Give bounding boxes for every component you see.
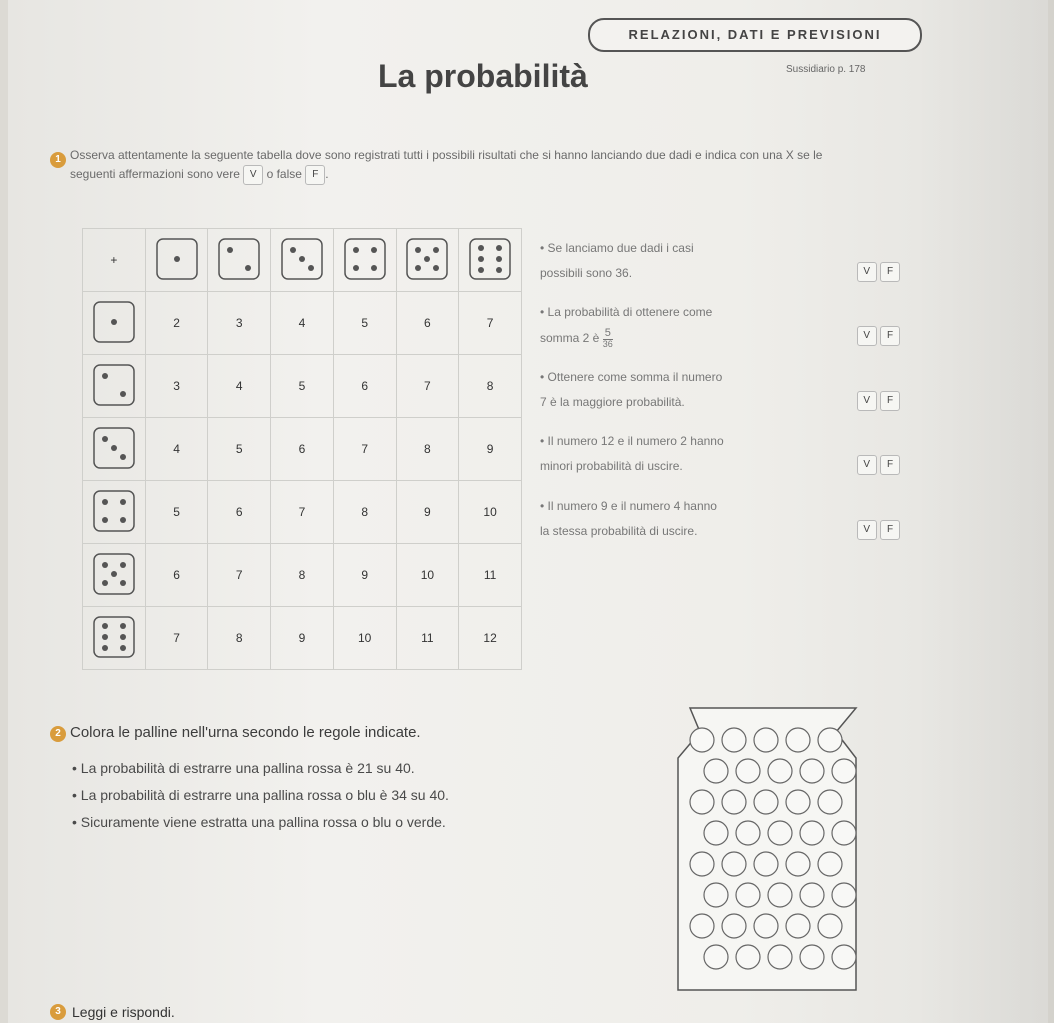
urn-ball[interactable]	[786, 790, 810, 814]
urn-ball[interactable]	[768, 821, 792, 845]
table-cell: 5	[145, 481, 208, 544]
urn-ball[interactable]	[818, 852, 842, 876]
table-cell: 3	[208, 292, 271, 355]
true-checkbox[interactable]: V	[857, 326, 877, 346]
exercise1-instruction-mid: o false	[266, 167, 302, 182]
table-cell: 12	[459, 607, 522, 670]
section-badge: RELAZIONI, DATI E PREVISIONI	[588, 18, 922, 52]
claim-item: • Il numero 9 e il numero 4 hanno la stessa probabilità di uscire. V F	[540, 494, 900, 544]
urn-ball[interactable]	[690, 852, 714, 876]
table-cell: 5	[333, 292, 396, 355]
claim-answer-boxes	[857, 259, 900, 284]
urn-ball[interactable]	[736, 883, 760, 907]
die-face-header-6	[459, 229, 522, 292]
true-checkbox[interactable]: V	[857, 391, 877, 411]
die-face-header-5	[396, 229, 459, 292]
urn-ball[interactable]	[800, 821, 824, 845]
claim-answer-boxes	[857, 452, 900, 477]
die-face-header-1	[145, 229, 208, 292]
fraction-denominator: 36	[602, 338, 613, 349]
die-face-6-icon	[90, 613, 138, 661]
urn-ball[interactable]	[818, 914, 842, 938]
table-row	[83, 607, 522, 670]
exercise-number-icon: 2	[50, 726, 66, 742]
exercise2-instruction: Colora le palline nell'urna secondo le regole indicate.	[70, 724, 421, 741]
urn-ball[interactable]	[832, 759, 856, 783]
die-face-2-icon	[215, 235, 263, 283]
urn-ball[interactable]	[832, 945, 856, 969]
table-cell: 10	[396, 544, 459, 607]
die-face-header-2	[208, 229, 271, 292]
claim-line2: somma 2 è	[540, 330, 600, 345]
table-cell: 4	[208, 355, 271, 418]
table-cell: 9	[333, 544, 396, 607]
table-cell: 9	[459, 418, 522, 481]
urn-ball[interactable]	[768, 883, 792, 907]
urn-ball[interactable]	[754, 852, 778, 876]
die-face-1-icon	[153, 235, 201, 283]
die-face-4-icon	[341, 235, 389, 283]
claim-line1: Il numero 12 e il numero 2 hanno	[547, 434, 724, 449]
table-row	[83, 481, 522, 544]
urn-ball[interactable]	[754, 790, 778, 814]
rule-text: Sicuramente viene estratta una pallina rossa o blu o verde.	[80, 814, 446, 830]
table-row	[83, 292, 522, 355]
true-box-sample: V	[243, 165, 263, 185]
urn	[660, 700, 870, 1005]
claim-answer-boxes	[857, 388, 900, 413]
urn-ball[interactable]	[800, 945, 824, 969]
rule-text: La probabilità di estrarre una pallina rossa è 21 su 40.	[80, 760, 415, 776]
table-cell: 7	[145, 607, 208, 670]
claim-line1: Se lanciamo due dadi i casi	[547, 241, 694, 255]
claim-line1: Il numero 9 e il numero 4 hanno	[547, 498, 717, 513]
table-cell: 4	[271, 292, 334, 355]
table-cell: 9	[271, 607, 334, 670]
urn-ball[interactable]	[736, 945, 760, 969]
false-checkbox[interactable]: F	[880, 391, 900, 411]
true-checkbox[interactable]: V	[857, 455, 877, 475]
urn-ball[interactable]	[832, 883, 856, 907]
table-cell: 8	[208, 607, 271, 670]
table-cell: 8	[459, 355, 522, 418]
claim-line1: Ottenere come somma il numero	[547, 369, 723, 384]
exercise1-instruction: Osserva attentamente la seguente tabella dove sono registrati tutti i possibili risultati che si hanno lanciando due dadi e indica con una X se le seguenti affermazioni sono vere V o false F .	[70, 146, 830, 185]
urn-ball[interactable]	[690, 914, 714, 938]
urn-ball[interactable]	[722, 852, 746, 876]
die-face-1-icon	[90, 298, 138, 346]
die-face-3-icon	[278, 235, 326, 283]
exercise3-instruction: Leggi e rispondi.	[72, 1004, 175, 1020]
urn-ball[interactable]	[722, 790, 746, 814]
table-corner-cell: +	[83, 229, 146, 292]
urn-ball[interactable]	[722, 728, 746, 752]
table-cell: 8	[396, 418, 459, 481]
rule-item: • Sicuramente viene estratta una pallina rossa o blu o verde.	[72, 814, 446, 830]
die-face-row-5	[83, 544, 146, 607]
die-face-row-3	[83, 418, 146, 481]
die-face-5-icon	[403, 235, 451, 283]
table-cell: 3	[145, 355, 208, 418]
urn-ball[interactable]	[800, 759, 824, 783]
claim-line2: possibili sono 36.	[540, 266, 633, 281]
die-face-row-1	[83, 292, 146, 355]
urn-ball[interactable]	[754, 914, 778, 938]
die-face-row-6	[83, 607, 146, 670]
table-cell: 6	[271, 418, 334, 481]
urn-ball[interactable]	[736, 759, 760, 783]
page-title: La probabilità	[378, 58, 588, 94]
table-row	[83, 418, 522, 481]
table-cell: 6	[396, 292, 459, 355]
table-cell: 6	[208, 481, 271, 544]
false-checkbox[interactable]: F	[880, 455, 900, 475]
urn-ball[interactable]	[704, 883, 728, 907]
false-checkbox[interactable]: F	[880, 262, 900, 282]
table-cell: 11	[459, 544, 522, 607]
true-false-claims	[540, 236, 900, 558]
table-cell: 7	[396, 355, 459, 418]
urn-ball[interactable]	[786, 728, 810, 752]
false-checkbox[interactable]: F	[880, 520, 900, 540]
table-cell: 10	[333, 607, 396, 670]
rule-item: • La probabilità di estrarre una pallina rossa o blu è 34 su 40.	[72, 787, 449, 803]
fraction	[603, 327, 613, 350]
table-cell: 10	[459, 481, 522, 544]
urn-ball[interactable]	[722, 914, 746, 938]
urn-ball[interactable]	[704, 821, 728, 845]
urn-ball[interactable]	[690, 790, 714, 814]
claim-item: • La probabilità di ottenere come somma 2 è $\frac{5}{36}$ V F	[540, 300, 900, 350]
die-face-5-icon	[90, 550, 138, 598]
table-cell: 8	[271, 544, 334, 607]
table-cell: 5	[208, 418, 271, 481]
table-row	[83, 355, 522, 418]
claim-line2: minori probabilità di uscire.	[540, 459, 683, 474]
die-face-3-icon	[90, 424, 138, 472]
urn-ball[interactable]	[818, 728, 842, 752]
false-checkbox[interactable]: F	[880, 326, 900, 346]
table-cell: 7	[459, 292, 522, 355]
table-cell: 2	[145, 292, 208, 355]
claim-line2: la stessa probabilità di uscire.	[540, 523, 698, 538]
die-face-row-2	[83, 355, 146, 418]
table-header-row	[83, 229, 522, 292]
urn-ball[interactable]	[818, 790, 842, 814]
urn-ball[interactable]	[704, 759, 728, 783]
table-cell: 4	[145, 418, 208, 481]
die-face-2-icon	[90, 361, 138, 409]
table-cell: 11	[396, 607, 459, 670]
urn-ball[interactable]	[768, 759, 792, 783]
table-row	[83, 544, 522, 607]
table-cell: 7	[271, 481, 334, 544]
true-checkbox[interactable]: V	[857, 520, 877, 540]
claim-answer-boxes	[857, 517, 900, 542]
urn-ball[interactable]	[690, 728, 714, 752]
table-cell: 6	[145, 544, 208, 607]
die-face-6-icon	[466, 235, 514, 283]
fraction-numerator: 5	[604, 326, 611, 339]
rule-item: • La probabilità di estrarre una pallina rossa è 21 su 40.	[72, 760, 415, 776]
claim-item: • Ottenere come somma il numero 7 è la maggiore probabilità. V F	[540, 365, 900, 415]
urn-ball[interactable]	[754, 728, 778, 752]
urn-ball[interactable]	[800, 883, 824, 907]
dice-sum-table	[82, 228, 522, 670]
table-cell: 7	[333, 418, 396, 481]
urn-drawing	[660, 700, 870, 1000]
true-checkbox[interactable]: V	[857, 262, 877, 282]
claim-answer-boxes	[857, 324, 900, 349]
claim-item: • Se lanciamo due dadi i casi possibili sono 36. V F	[540, 236, 900, 286]
die-face-header-4	[333, 229, 396, 292]
die-face-4-icon	[90, 487, 138, 535]
table-cell: 6	[333, 355, 396, 418]
false-box-sample: F	[305, 165, 325, 185]
color-rules	[72, 760, 642, 841]
urn-ball[interactable]	[704, 945, 728, 969]
urn-ball[interactable]	[786, 914, 810, 938]
page-reference: Sussidiario p. 178	[786, 64, 866, 75]
urn-ball[interactable]	[736, 821, 760, 845]
table-cell: 9	[396, 481, 459, 544]
table-cell: 5	[271, 355, 334, 418]
die-face-header-3	[271, 229, 334, 292]
urn-ball[interactable]	[768, 945, 792, 969]
rule-text: La probabilità di estrarre una pallina rossa o blu è 34 su 40.	[80, 787, 449, 803]
table-cell: 8	[333, 481, 396, 544]
claim-line1: La probabilità di ottenere come	[547, 305, 713, 320]
claim-line2: 7 è la maggiore probabilità.	[540, 394, 685, 409]
urn-ball[interactable]	[786, 852, 810, 876]
claim-item: • Il numero 12 e il numero 2 hanno minori probabilità di uscire. V F	[540, 429, 900, 479]
exercise-number-icon: 1	[50, 152, 66, 168]
urn-ball[interactable]	[832, 821, 856, 845]
table-cell: 7	[208, 544, 271, 607]
exercise-number-icon: 3	[50, 1004, 66, 1020]
exercise1-instruction-text: Osserva attentamente la seguente tabella dove sono registrati tutti i possibili risultati che si hanno lanciando due dadi e indica con una X se le seguenti affermazioni sono vere	[70, 148, 823, 182]
die-face-row-4	[83, 481, 146, 544]
